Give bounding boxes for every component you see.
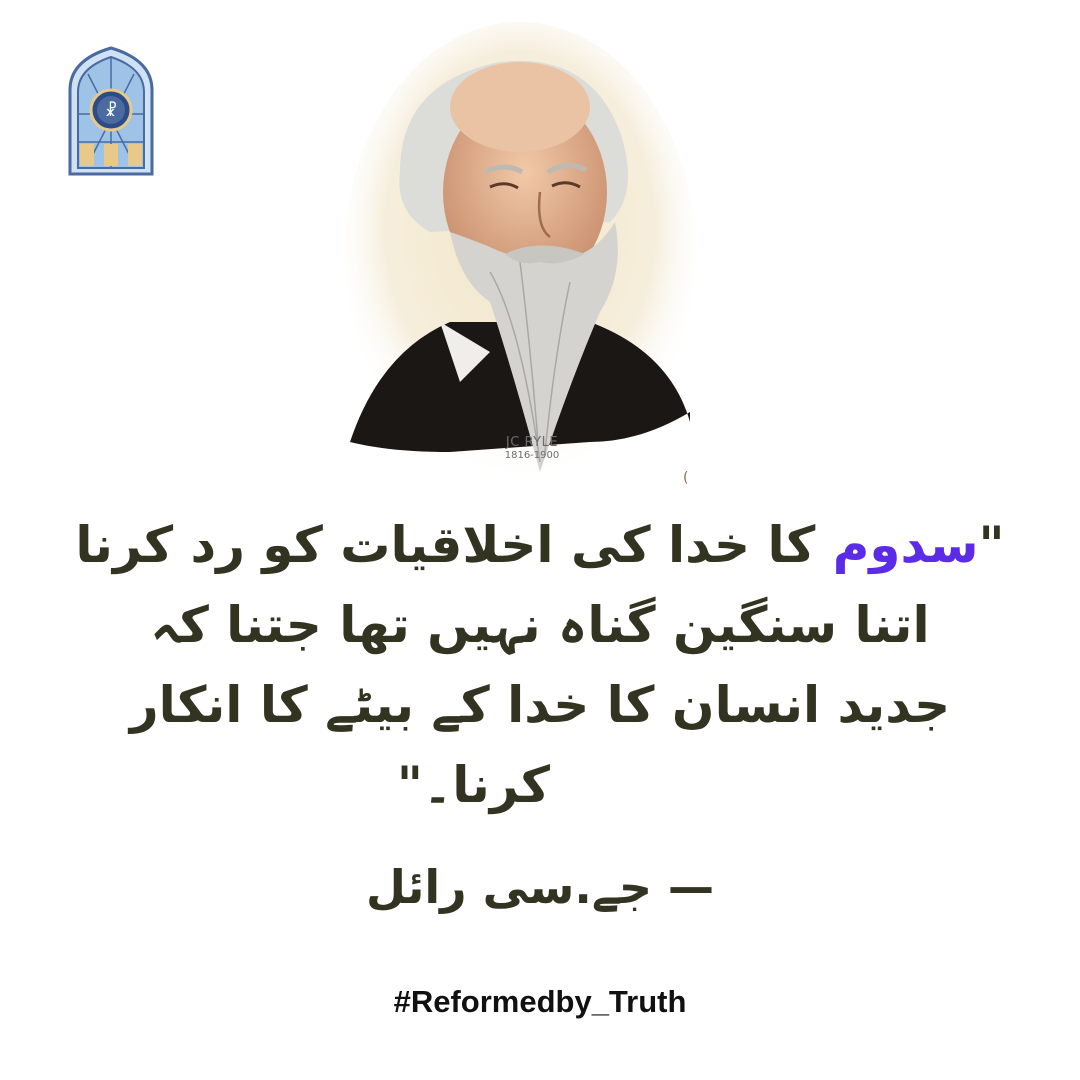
jc-ryle-portrait-icon xyxy=(340,22,700,500)
portrait-illustration xyxy=(340,22,700,500)
quote-line-2: اتنا سنگین گناہ نہیں تھا جتنا کہ xyxy=(150,596,930,654)
quote-author: — جے.سی رائل xyxy=(366,860,714,914)
stained-glass-window-icon xyxy=(64,44,158,176)
quote-accent-word: سدوم xyxy=(832,516,979,574)
quote-line-3: جدید انسان کا خدا کے بیٹے کا انکار xyxy=(129,676,951,734)
quote-line-1 xyxy=(60,505,1020,585)
stray-mark: ( xyxy=(683,470,689,486)
portrait-caption xyxy=(492,436,572,461)
quote-line-1-rest: کا خدا کی اخلاقیات کو رد کرنا xyxy=(75,516,833,574)
quote-open-mark: " xyxy=(978,516,1005,574)
portrait-caption-name: JC RYLE xyxy=(505,435,559,450)
portrait-caption-years: 1816-1900 xyxy=(504,450,560,462)
stained-glass-logo xyxy=(64,44,158,176)
hashtag: #Reformedby_Truth xyxy=(393,984,687,1019)
svg-text:☧: ☧ xyxy=(104,101,118,120)
quote-line-4: کرنا۔" xyxy=(396,756,550,814)
quote-text xyxy=(60,505,1020,825)
